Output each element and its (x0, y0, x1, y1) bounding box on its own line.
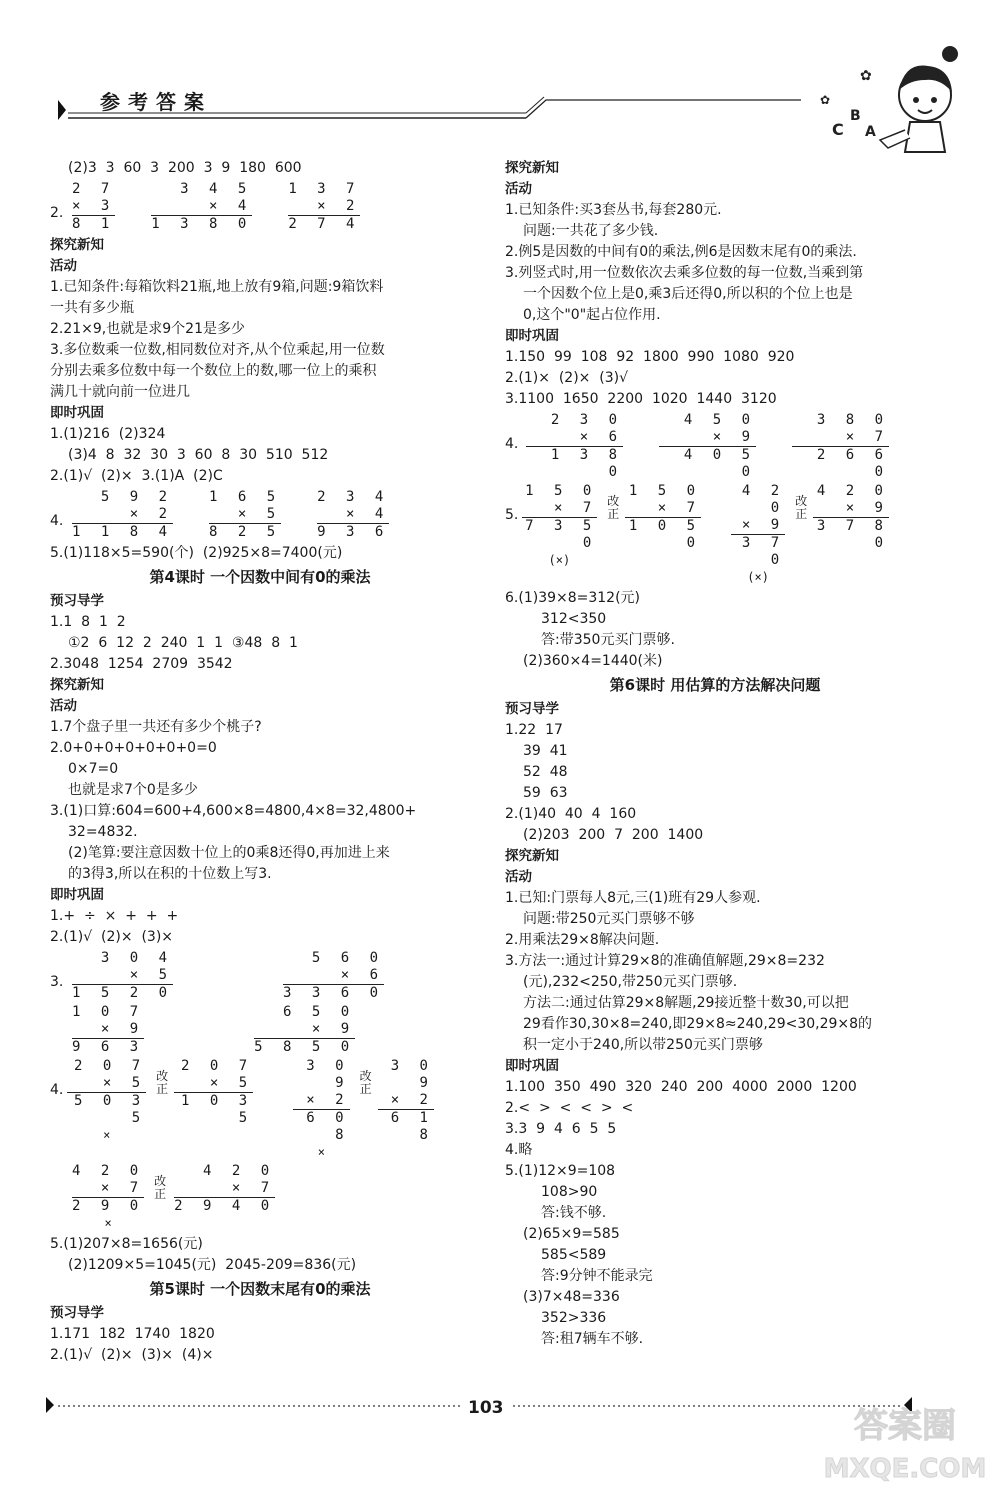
answer-line: 0×7=0 (68, 761, 119, 777)
vertical-calc: 5 6 0 × 6 3 3 6 0 (283, 950, 385, 1001)
svg-text:✿: ✿ (820, 93, 831, 107)
section-heading: 预习导学 (50, 1305, 104, 1321)
answer-line: 3.(1)口算:604=600+4,600×8=4800,4×8=32,4800+ (50, 803, 417, 819)
answer-line: 5.(1)12×9=108 (505, 1163, 616, 1179)
section-heading: 活动 (505, 181, 532, 197)
vertical-calc: 5 9 2 × 2 1 1 8 4 (72, 489, 174, 540)
answer-line: 1.100 350 490 320 240 200 4000 2000 1200 (505, 1079, 857, 1095)
svg-text:A: A (865, 124, 876, 140)
correction-label: 改正 (795, 494, 808, 521)
answer-line: 2.(1)√ (2)× (3)× (4)× (50, 1347, 214, 1363)
answer-line: 59 63 (523, 785, 568, 801)
answer-line: 1.7个盘子里一共还有多少个桃子? (50, 719, 262, 735)
answer-line: 2.(1)× (2)× (3)√ (505, 370, 629, 386)
answer-line: 答:带350元买门票够. (541, 632, 675, 648)
section-heading: 即时巩固 (505, 328, 559, 344)
calc-group: 5. 1 5 0 × 7 7 3 5 0 (×) 改正 1 5 0 × 7 1 0 5 0 4 2 0 × 9 3 7 0 (×) 改正 4 2 0 × 9 3 7 8 0 (505, 483, 889, 584)
vertical-calc-corrected: 2 0 7 × 5 1 0 3 5 (174, 1058, 253, 1127)
left-column (50, 158, 470, 1366)
answer-line: 1.已知条件:买3套丛书,每套280元. (505, 202, 722, 218)
section-heading: 即时巩固 (50, 405, 104, 421)
calc-group: 4. 5 9 2 × 2 1 1 8 4 1 6 5 × 5 8 2 5 2 3 4 × 4 9 3 6 (50, 489, 390, 540)
page-number: 103 (462, 1398, 510, 1418)
correction-label: 改正 (156, 1069, 169, 1096)
answer-line: 问题:带250元买门票够不够 (523, 911, 695, 927)
answer-line: 1.已知:门票每人8元,三(1)班有29人参观. (505, 890, 761, 906)
vertical-calc-wrong: 4 2 0 × 7 2 9 0 × (72, 1163, 145, 1230)
answer-line: 2.< > < < > < (505, 1100, 634, 1116)
vertical-calc-corrected: 1 5 0 × 7 1 0 5 0 (625, 483, 701, 552)
answer-line: 2.例5是因数的中间有0的乘法,例6是因数末尾有0的乘法. (505, 244, 857, 260)
vertical-calc: 3 0 4 × 5 1 5 2 0 (72, 950, 174, 1001)
answer-line: 1.150 99 108 92 1800 990 1080 920 (505, 349, 795, 365)
section-heading: 探究新知 (505, 848, 559, 864)
section-heading: 探究新知 (50, 677, 104, 693)
correction-label: 改正 (607, 494, 620, 521)
answer-line: 2.(1)40 40 4 160 (505, 806, 637, 822)
watermark-logo (820, 1395, 990, 1490)
answer-line: 问题:一共花了多少钱. (523, 223, 659, 239)
section-heading: 即时巩固 (50, 887, 104, 903)
right-column (505, 158, 925, 1350)
answer-line: 方法二:通过估算29×8解题,29接近整十数30,可以把 (523, 995, 849, 1011)
lesson-title: 第6课时 用估算的方法解决问题 (609, 676, 821, 694)
correction-label: 改正 (154, 1174, 167, 1201)
answer-line: 满几十就向前一位进几 (50, 384, 190, 400)
answer-line: 1.22 17 (505, 722, 563, 738)
answer-line: 6.(1)39×8=312(元) (505, 590, 641, 606)
vertical-calc-corrected: 3 0 9 × 2 6 1 8 (378, 1058, 434, 1144)
answer-line: 积一定小于240,所以带250元买门票够 (523, 1037, 763, 1053)
section-heading: 探究新知 (505, 160, 559, 176)
svg-text:B: B (850, 108, 861, 124)
answer-line: 2.用乘法29×8解决问题. (505, 932, 660, 948)
section-heading: 探究新知 (50, 237, 104, 253)
answer-line: 答:钱不够. (541, 1205, 607, 1221)
answer-line: 答:租7辆车不够. (541, 1331, 644, 1347)
answer-line: 1.(1)216 (2)324 (50, 426, 166, 442)
svg-text:C: C (832, 120, 844, 139)
calc-group: 2. 2 7 × 3 8 1 3 4 5 × 4 1 3 8 0 1 3 7 × 2 2 7 4 (50, 181, 361, 232)
answer-line: (2)笔算:要注意因数十位上的0乘8还得0,再加进上来 (68, 845, 390, 861)
vertical-calc-corrected: 4 2 0 × 7 2 9 4 0 (174, 1163, 276, 1214)
section-heading: 活动 (50, 698, 77, 714)
vertical-calc: 2 3 4 × 4 9 3 6 (317, 489, 390, 540)
answer-line: 108>90 (541, 1184, 598, 1200)
answer-line: 29看作30,30×8=240,即29×8≈240,29<30,29×8的 (523, 1016, 873, 1032)
header-title: 参考答案 (100, 90, 212, 114)
section-heading: 活动 (505, 869, 532, 885)
svg-text:MXQE.COM: MXQE.COM (823, 1454, 987, 1484)
answer-line: 3.方法一:通过计算29×8的准确值解题,29×8=232 (505, 953, 825, 969)
answer-line: 1.已知条件:每箱饮料21瓶,地上放有9箱,问题:9箱饮料 (50, 279, 384, 295)
answer-line: 2.21×9,也就是求9个21是多少 (50, 321, 245, 337)
vertical-calc-wrong: 3 0 9 × 2 6 0 8 × (293, 1058, 349, 1161)
vertical-calc: 1 0 7 × 9 9 6 3 (72, 1004, 145, 1055)
vertical-calc: 1 6 5 × 5 8 2 5 (209, 489, 282, 540)
answer-line: 0,这个"0"起占位作用. (523, 307, 661, 323)
answer-line: 一个因数个位上是0,乘3后还得0,所以积的个位上也是 (523, 286, 853, 302)
answer-line: ①2 6 12 2 240 1 1 ③48 8 1 (68, 635, 298, 651)
answer-line: (2)3 3 60 3 200 3 9 180 600 (68, 160, 302, 176)
calc-group: 4. 2 0 7 × 5 5 0 3 5 × 改正 2 0 7 × 5 1 0 3 5 3 0 9 × 2 6 0 8 × 改正 3 0 9 × 2 6 1 8 (50, 1058, 434, 1159)
answer-line: 1.171 182 1740 1820 (50, 1326, 215, 1342)
answer-line: 2.(1)√ (2)× 3.(1)A (2)C (50, 468, 223, 484)
answer-line: (2)203 200 7 200 1400 (523, 827, 704, 843)
answer-line: 5.(1)207×8=1656(元) (50, 1236, 203, 1252)
answer-line: (2)1209×5=1045(元) 2045-209=836(元) (68, 1257, 357, 1273)
vertical-calc: 3 8 0 × 7 2 6 6 0 (792, 412, 889, 481)
girl-mascot-icon (810, 40, 980, 160)
answer-line: 352>336 (541, 1310, 607, 1326)
answer-line: (3)7×48=336 (523, 1289, 620, 1305)
calc-group (50, 1004, 470, 1056)
answer-line: (2)65×9=585 (523, 1226, 620, 1242)
section-heading: 预习导学 (505, 701, 559, 717)
answer-line: 1.1 8 1 2 (50, 614, 126, 630)
answer-line: 5.(1)118×5=590(个) (2)925×8=7400(元) (50, 545, 343, 561)
section-heading: 预习导学 (50, 593, 104, 609)
answer-line: 3.1100 1650 2200 1020 1440 3120 (505, 391, 777, 407)
answer-line: 3.多位数乘一位数,相同数位对齐,从个位乘起,用一位数 (50, 342, 385, 358)
calc-group (50, 1163, 470, 1232)
svg-text:✿: ✿ (860, 68, 872, 84)
vertical-calc: 2 3 0 × 6 1 3 8 0 (526, 412, 623, 481)
vertical-calc-wrong: 4 2 0 × 9 3 7 0 (×) (731, 483, 785, 586)
lesson-title: 第5课时 一个因数末尾有0的乘法 (149, 1280, 371, 1298)
vertical-calc: 4 5 0 × 9 4 0 5 0 (659, 412, 756, 481)
answer-line: 分别去乘多位数中每一个数位上的数,哪一位上的乘积 (50, 363, 377, 379)
vertical-calc-corrected: 4 2 0 × 9 3 7 8 0 (813, 483, 889, 552)
answer-line: 4.略 (505, 1142, 533, 1158)
vertical-calc: 3 4 5 × 4 1 3 8 0 (151, 181, 253, 232)
answer-line: 312<350 (541, 611, 607, 627)
answer-line: (2)360×4=1440(米) (523, 653, 663, 669)
vertical-calc-wrong: 2 0 7 × 5 5 0 3 5 × (67, 1058, 146, 1144)
answer-line: 的3得3,所以在积的十位数上写3. (68, 866, 272, 882)
answer-line: 答:9分钟不能录完 (541, 1268, 653, 1284)
answer-line: 3.3 9 4 6 5 5 (505, 1121, 617, 1137)
answer-line: 2.0+0+0+0+0+0+0=0 (50, 740, 217, 756)
svg-text:答案圈: 答案圈 (854, 1406, 956, 1446)
answer-line: 1.+ ÷ × + + + (50, 908, 179, 924)
calc-group: 4. 2 3 0 × 6 1 3 8 0 4 5 0 × 9 4 0 5 0 3 8 0 × 7 2 6 6 0 (505, 412, 890, 480)
answer-line: 32=4832. (68, 824, 138, 840)
vertical-calc-wrong: 1 5 0 × 7 7 3 5 0 (×) (522, 483, 598, 569)
vertical-calc: 2 7 × 3 8 1 (72, 181, 116, 232)
answer-line: (元),232<250,带250元买门票够. (523, 974, 738, 990)
answer-line: 39 41 (523, 743, 568, 759)
answer-line: (3)4 8 32 30 3 60 8 30 510 512 (68, 447, 329, 463)
answer-line: 也就是求7个0是多少 (68, 782, 198, 798)
section-heading: 活动 (50, 258, 77, 274)
section-heading: 即时巩固 (505, 1058, 559, 1074)
vertical-calc: 6 5 0 × 9 5 8 5 0 (254, 1004, 356, 1055)
calc-group: 3. 3 0 4 × 5 1 5 2 0 5 6 0 × 6 3 3 6 0 (50, 950, 385, 1001)
lesson-title: 第4课时 一个因数中间有0的乘法 (149, 568, 371, 586)
answer-line: 一共有多少瓶 (50, 300, 134, 316)
answer-line: 52 48 (523, 764, 568, 780)
correction-label: 改正 (359, 1069, 372, 1096)
answer-line: 2.3048 1254 2709 3542 (50, 656, 233, 672)
vertical-calc: 1 3 7 × 2 2 7 4 (288, 181, 361, 232)
answer-line: 585<589 (541, 1247, 607, 1263)
answer-line: 3.列竖式时,用一位数依次去乘多位数的每一位数,当乘到第 (505, 265, 864, 281)
answer-line: 2.(1)√ (2)× (3)× (50, 929, 174, 945)
